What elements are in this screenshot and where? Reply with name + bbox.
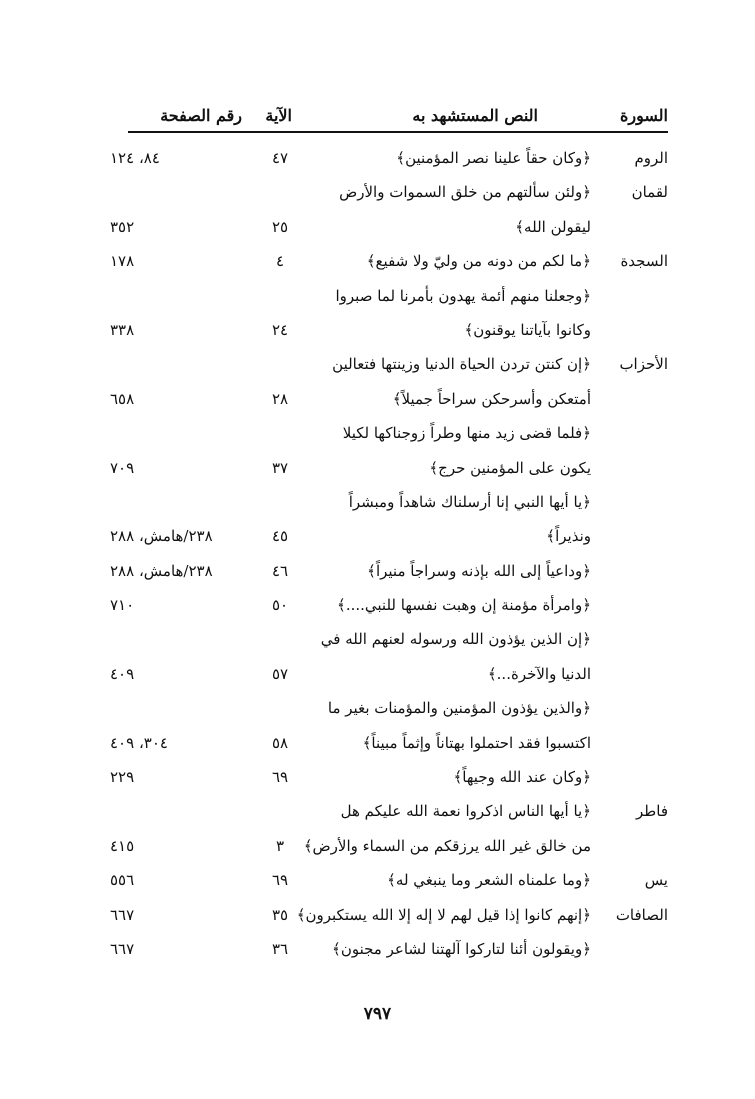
cited-text-cell: ﴿فلما قضى زيد منها وطراً زوجناكها لكيلا <box>342 424 591 443</box>
cited-text-cell: ﴿وكان عند الله وجيهاً﴾ <box>453 768 591 787</box>
cited-text-cell: من خالق غير الله يرزقكم من السماء والأرض﴾ <box>303 836 591 855</box>
header-page-number: رقم الصفحة <box>160 106 242 125</box>
table-header <box>128 106 668 132</box>
page-reference-cell: ٢٣٨/هامش، ٢٨٨ <box>110 561 213 580</box>
aya-number-cell: ٤ <box>275 252 285 271</box>
sura-cell: السجدة <box>620 252 668 271</box>
aya-number-cell: ٥٧ <box>271 664 289 683</box>
aya-number-cell: ٦٩ <box>271 768 289 787</box>
cited-text-cell: ونذيراً﴾ <box>546 527 591 546</box>
aya-number-cell: ٤٦ <box>271 561 289 580</box>
header-sura: السورة <box>620 106 668 125</box>
cited-text-cell: ﴿إنهم كانوا إذا قيل لهم لا إله إلا الله يستكبرون﴾ <box>296 905 591 924</box>
table-row <box>110 730 668 764</box>
sura-cell: الروم <box>634 149 668 167</box>
page-number: ٧٩٧ <box>363 1004 392 1024</box>
aya-number-cell: ٦٩ <box>271 871 289 890</box>
cited-text-cell: ﴿وما علمناه الشعر وما ينبغي له﴾ <box>387 871 591 890</box>
page-reference-cell: ٣٠٤، ٤٠٩ <box>110 733 168 752</box>
table-row <box>110 661 668 695</box>
table-row <box>110 283 668 317</box>
aya-number-cell: ٥٠ <box>271 596 289 615</box>
aya-number-cell: ٣٦ <box>271 939 289 958</box>
cited-text-cell: ﴿يا أيها النبي إنا أرسلناك شاهداً ومبشراً <box>348 492 591 511</box>
sura-cell: فاطر <box>636 802 668 821</box>
table-row <box>110 936 668 970</box>
index-table-body <box>110 145 668 970</box>
page-reference-cell: ٧٠٩ <box>110 458 135 477</box>
table-row <box>110 455 668 489</box>
table-row <box>110 523 668 557</box>
table-row <box>110 317 668 351</box>
cited-text-cell: ﴿وداعياً إلى الله بإذنه وسراجاً منيراً﴾ <box>367 561 591 580</box>
cited-text-cell: ﴿إن الذين يؤذون الله ورسوله لعنهم الله في <box>320 630 591 649</box>
sura-cell: لقمان <box>631 183 668 202</box>
page-reference-cell: ٢٣٨/هامش، ٢٨٨ <box>110 527 213 546</box>
sura-cell: الصافات <box>615 905 668 924</box>
table-row <box>110 420 668 454</box>
page-reference-cell: ١٧٨ <box>110 252 135 271</box>
aya-number-cell: ٢٨ <box>271 389 289 408</box>
table-row <box>110 592 668 626</box>
cited-text-cell: اكتسبوا فقد احتملوا بهتاناً وإثماً مبيناً﴾ <box>362 733 591 752</box>
table-row <box>110 214 668 248</box>
page-reference-cell: ٧١٠ <box>110 596 135 615</box>
aya-number-cell: ٣ <box>275 836 285 855</box>
aya-number-cell: ٤٧ <box>271 149 289 167</box>
aya-number-cell: ٢٥ <box>271 217 289 236</box>
header-aya: الآية <box>265 106 292 125</box>
page-reference-cell: ٣٣٨ <box>110 320 135 339</box>
cited-text-cell: ﴿ويقولون أئنا لتاركوا آلهتنا لشاعر مجنون﴾ <box>332 939 591 958</box>
cited-text-cell: ﴿ما لكم من دونه من وليّ ولا شفيع﴾ <box>366 252 591 271</box>
cited-text-cell: الدنيا والآخرة...﴾ <box>487 664 591 683</box>
sura-cell: الأحزاب <box>619 355 668 374</box>
table-row <box>110 764 668 798</box>
table-row <box>110 386 668 420</box>
cited-text-cell: وكانوا بآياتنا يوقنون﴾ <box>464 320 591 339</box>
cited-text-cell: يكون على المؤمنين حرج﴾ <box>429 458 591 477</box>
table-row <box>110 248 668 282</box>
table-row <box>110 145 668 179</box>
page-reference-cell: ٦٥٨ <box>110 389 135 408</box>
page-reference-cell: ٨٤، ١٢٤ <box>110 149 160 167</box>
aya-number-cell: ٤٥ <box>271 527 289 546</box>
table-row <box>110 626 668 660</box>
cited-text-cell: ﴿ولئن سألتهم من خلق السموات والأرض <box>339 183 591 202</box>
page-reference-cell: ٢٢٩ <box>110 768 135 787</box>
cited-text-cell: ﴿إن كنتن تردن الحياة الدنيا وزينتها فتعالين <box>332 355 591 374</box>
aya-number-cell: ٢٤ <box>271 320 289 339</box>
page-reference-cell: ٥٥٦ <box>110 871 135 890</box>
page-reference-cell: ٤١٥ <box>110 836 135 855</box>
table-row <box>110 902 668 936</box>
cited-text-cell: ﴿يا أيها الناس اذكروا نعمة الله عليكم هل <box>340 802 591 821</box>
table-row <box>110 833 668 867</box>
page-reference-cell: ٦٦٧ <box>110 939 135 958</box>
header-cited-text: النص المستشهد به <box>412 106 538 125</box>
aya-number-cell: ٣٧ <box>271 458 289 477</box>
table-row <box>110 179 668 213</box>
header-divider <box>128 131 668 133</box>
cited-text-cell: ﴿وكان حقاً علينا نصر المؤمنين﴾ <box>396 149 591 167</box>
page-reference-cell: ٤٠٩ <box>110 664 135 683</box>
table-row <box>110 695 668 729</box>
table-row <box>110 489 668 523</box>
table-row <box>110 351 668 385</box>
sura-cell: يس <box>644 871 668 890</box>
cited-text-cell: أمتعكن وأسرحكن سراحاً جميلاً﴾ <box>392 389 591 408</box>
cited-text-cell: ﴿والذين يؤذون المؤمنين والمؤمنات بغير ما <box>327 699 591 718</box>
cited-text-cell: ﴿وجعلنا منهم أئمة يهدون بأمرنا لما صبروا <box>335 286 591 305</box>
table-row <box>110 558 668 592</box>
table-row <box>110 798 668 832</box>
aya-number-cell: ٣٥ <box>271 905 289 924</box>
table-row <box>110 867 668 901</box>
page-reference-cell: ٦٦٧ <box>110 905 135 924</box>
cited-text-cell: ﴿وامرأة مؤمنة إن وهبت نفسها للنبي....﴾ <box>337 596 591 615</box>
page-reference-cell: ٣٥٢ <box>110 217 135 236</box>
aya-number-cell: ٥٨ <box>271 733 289 752</box>
cited-text-cell: ليقولن الله﴾ <box>515 217 591 236</box>
